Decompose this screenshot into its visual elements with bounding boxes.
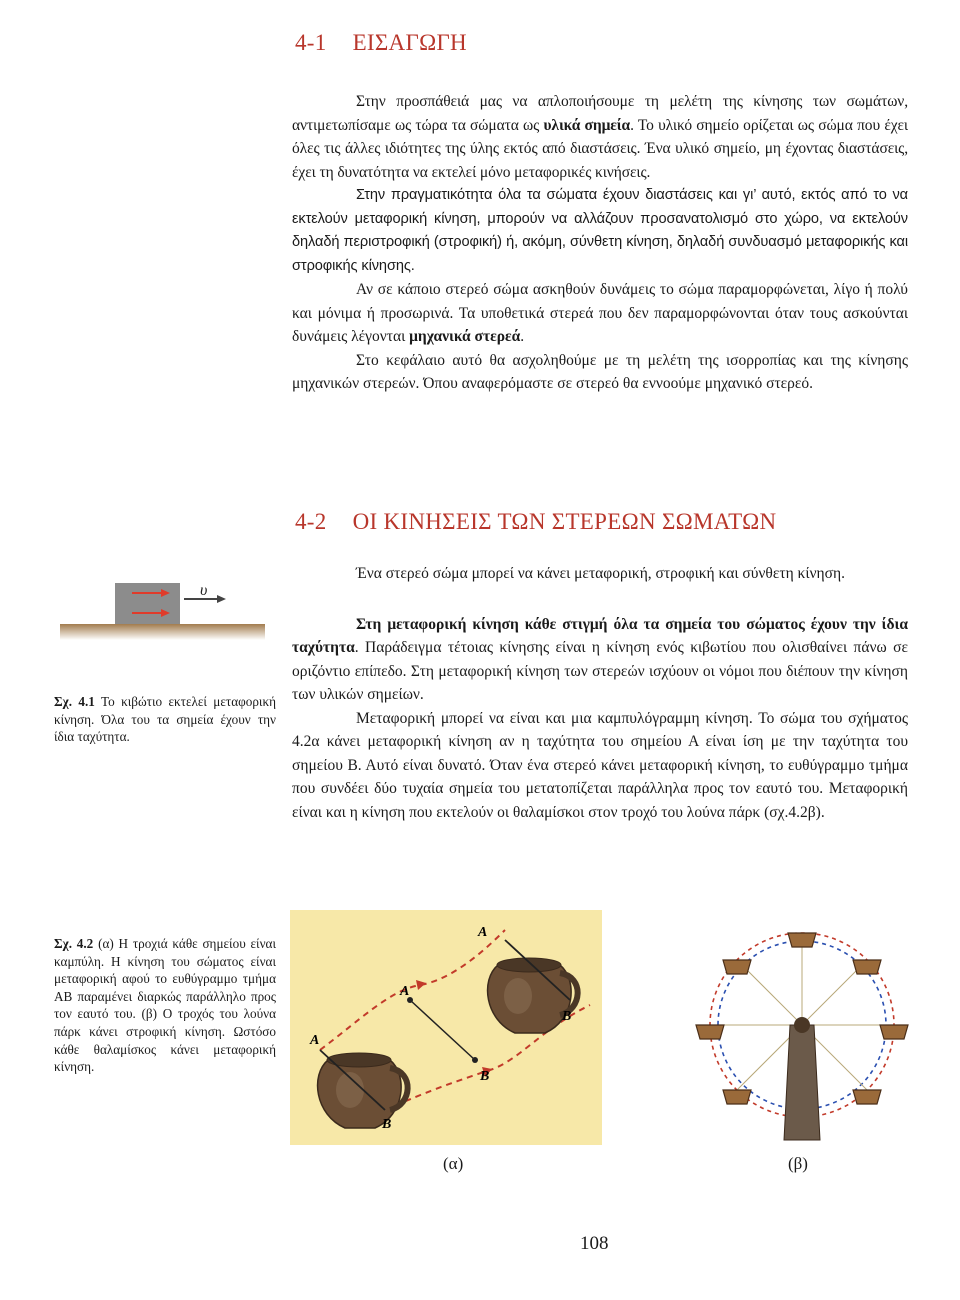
point-b-label: B xyxy=(562,1009,572,1024)
bold-definition: Στη μεταφορική κίνηση κάθε στιγμή όλα τα σημεία του σώματος έχουν την ίδια ταχύτητα xyxy=(292,615,908,656)
caption-label: Σχ. 4.2 xyxy=(54,936,94,951)
caption-text: (α) Η τροχιά κάθε σημείου είναι καμπύλη. Η κίνηση του σώματος είναι μεταφορική αφού το ευθύγραμμο τμήμα ΑΒ παραμένει διαρκώς παράλληλο προς τον εαυτό του. (β) Ο τροχός του λούνα πάρκ κάνει στροφική κίνηση. Ωστόσο κάθε θαλαμίσκος κάνει μεταφορική κίνηση. xyxy=(54,936,277,1075)
velocity-label: υ xyxy=(200,582,208,599)
point-a-label: A xyxy=(400,984,410,999)
wheel-hub xyxy=(794,1017,810,1033)
point-b-label: B xyxy=(480,1069,490,1084)
paragraph: Στο κεφάλαιο αυτό θα ασχοληθούμε με τη μελέτη της ισορροπίας και της κίνησης μηχανικών στερεών. Όπου αναφερόμαστε σε στερεό θα εννοούμε μηχανικό στερεό. xyxy=(292,351,908,392)
paragraph: Στην προσπάθειά μας να απλοποιήσουμε τη μελέτη της κίνησης των σωμάτων, αντιμετωπίσαμε ως τώρα τα σώματα ως υλικά σημεία. Το υλικό σημείο ορίζεται ως σώμα που έχει όλες τις άλλες ιδιότητες της ύλης εκτός από διαστάσεις. Ένα υλικό σημείο, μη έχοντας διαστάσεις, έχει τη δυνατότητα να εκτελεί μόνο μεταφορικές κινήσεις. xyxy=(292,93,908,181)
bold-term: μηχανικά στερεά xyxy=(409,328,521,345)
paragraph: Στη μεταφορική κίνηση κάθε στιγμή όλα τα σημεία του σώματος έχουν την ίδια ταχύτητα. Παράδειγμα τέτοιας κίνησης είναι η κίνηση ενός κιβωτίου που ολισθαίνει πάνω σε οριζόντιο επίπεδο. Στη μεταφορική κίνηση των στερεών ισχύουν οι νόμοι που διέπουν την κίνηση των υλικών σημείων. xyxy=(292,615,908,703)
caption-label: Σχ. 4.1 xyxy=(54,694,95,709)
floor-surface xyxy=(60,624,265,640)
point-a-label: A xyxy=(310,1033,320,1048)
paragraph: Ένα στερεό σώμα μπορεί να κάνει μεταφορική, στροφική και σύνθετη κίνηση. xyxy=(356,565,845,582)
figure-4-1-box-diagram xyxy=(60,575,270,645)
sliding-box xyxy=(115,583,180,624)
figure-4-2a-pitcher-diagram xyxy=(290,910,602,1145)
paragraph: Στην πραγματικότητα όλα τα σώματα έχουν διαστάσεις και γι’ αυτό, εκτός από το να εκτελούν μεταφορική κίνηση, μπορούν να αλλάζουν προσανατολισμό στο χώρο, να εκτελούν δηλαδή περιστροφική (στροφική) ή, ακόμη, σύνθετη κίνηση, δηλαδή συνδυασμό μεταφορικής και στροφικής κίνησης. xyxy=(292,187,908,274)
section-number: 4-2 xyxy=(295,509,327,534)
wheel-tower xyxy=(784,1025,820,1140)
motions-body xyxy=(292,562,908,824)
intro-body xyxy=(292,90,908,396)
page-number: 108 xyxy=(580,1233,609,1254)
section-heading-4-1 xyxy=(295,30,467,56)
section-title: ΕΙΣΑΓΩΓΗ xyxy=(352,30,467,55)
figure-4-1-caption xyxy=(54,693,276,746)
point-b-label: B xyxy=(382,1117,392,1132)
section-heading-4-2 xyxy=(295,509,776,535)
bold-term: υλικά σημεία xyxy=(543,116,631,134)
figure-4-2b-ferris-wheel-diagram xyxy=(690,915,915,1150)
section-title: ΟΙ ΚΙΝΗΣΕΙΣ ΤΩΝ ΣΤΕΡΕΩΝ ΣΩΜΑΤΩΝ xyxy=(352,509,777,534)
paragraph: Αν σε κάποιο στερεό σώμα ασκηθούν δυνάμεις το σώμα παραμορφώνεται, λίγο ή πολύ και μόνιμα ή προσωρινά. Τα υποθετικά στερεά που δεν παραμορφώνονται όταν τους ασκούνται δυνάμεις λέγονται μηχανικά στερεά. xyxy=(292,281,908,345)
subfigure-label-b: (β) xyxy=(788,1154,808,1173)
caption-text: Το κιβώτιο εκτελεί μεταφορική κίνηση. Όλα του τα σημεία έχουν την ίδια ταχύτητα. xyxy=(54,694,277,745)
point-marker xyxy=(472,1057,478,1063)
point-a-label: A xyxy=(478,925,488,940)
paragraph: Μεταφορική μπορεί να είναι και μια καμπυλόγραμμη κίνηση. Το σώμα του σχήματος 4.2α κάνει μεταφορική κίνηση αν η ταχύτητα του σημείου Α είναι ίση με την ταχύτητα του σημείου Β. Αυτό είναι δυνατό. Όταν ένα στερεό κάνει μεταφορική κίνηση, το ευθύγραμμο τμήμα που συνδέει δύο τυχαία σημεία του μετατοπίζεται παράλληλα προς τον εαυτό του. Μεταφορική είναι και η κίνηση που εκτελούν οι θαλαμίσκοι στον τροχό του λούνα πάρκ (σχ.4.2β). xyxy=(292,709,908,821)
section-number: 4-1 xyxy=(295,30,327,55)
subfigure-label-a: (α) xyxy=(443,1154,464,1173)
figure-4-2-caption xyxy=(54,935,276,1076)
